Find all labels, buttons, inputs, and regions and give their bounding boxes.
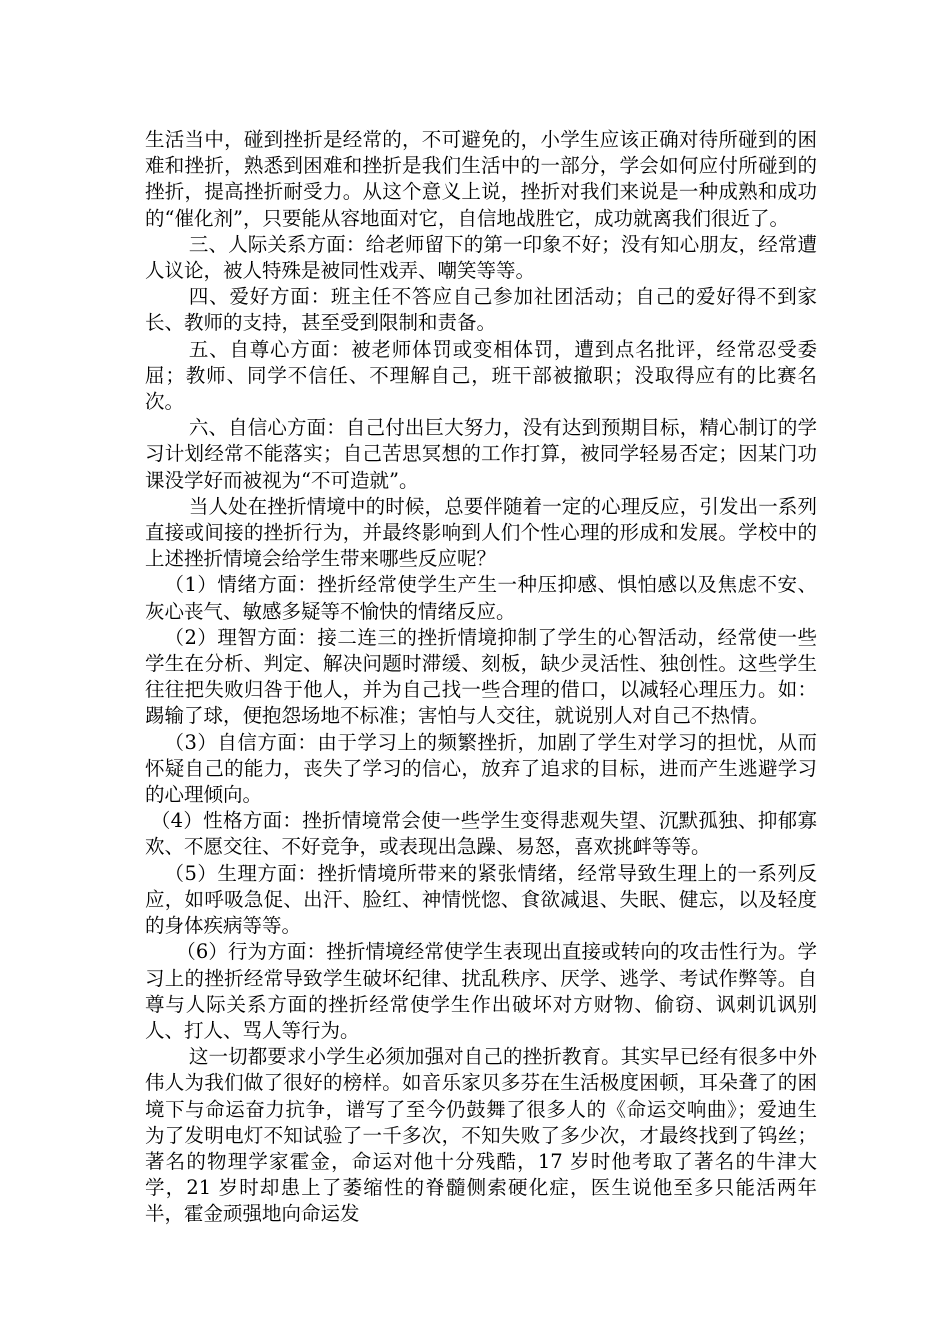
paragraph-self-esteem: 五、自尊心方面：被老师体罚或变相体罚，遭到点名批评，经常忍受委屈；教师、同学不信任、不理解自己，班干部被撤职；没取得应有的比赛名次。 xyxy=(145,337,817,414)
paragraph-role-models: 这一切都要求小学生必须加强对自己的挫折教育。其实早已经有很多中外伟人为我们做了很好的榜样。如音乐家贝多芬在生活极度困顿，耳朵聋了的困境下与命运奋力抗争，谱写了至今仍鼓舞了很多人的《命运交响曲》；爱迪生为了发明电灯不知试验了一千多次，不知失败了多少次，才最终找到了钨丝；著名的物理学家霍金，命运对他十分残酷，17 岁时他考取了著名的牛津大学，21 岁时却患上了萎缩性的脊髓侧索硬化症，医生说他至多只能活两年半，霍金顽强地向命运发 xyxy=(145,1045,817,1226)
paragraph-personality: （4）性格方面：挫折情境常会使一些学生变得悲观失望、沉默孤独、抑郁寡欢、不愿交往、不好竞争，或表现出急躁、易怒，喜欢挑衅等等。 xyxy=(145,809,817,859)
paragraph-interpersonal: 三、人际关系方面：给老师留下的第一印象不好；没有知心朋友，经常遭人议论，被人特殊是被同性戏弄、嘲笑等等。 xyxy=(145,232,817,283)
paragraph-physiology: （5）生理方面：挫折情境所带来的紧张情绪，经常导致生理上的一系列反应，如呼吸急促、出汗、脸红、神情恍惚、食欲减退、失眠、健忘，以及轻度的身体疾病等等。 xyxy=(145,861,817,938)
paragraph-behavior: （6）行为方面：挫折情境经常使学生表现出直接或转向的攻击性行为。学习上的挫折经常导致学生破坏纪律、扰乱秩序、厌学、逃学、考试作弊等。自尊与人际关系方面的挫折经常使学生作出破坏对方财物、偷窃、讽刺讥讽别人、打人、骂人等行为。 xyxy=(145,940,817,1042)
paragraph-reason: （2）理智方面：接二连三的挫折情境抑制了学生的心智活动，经常使一些学生在分析、判定、解决问题时滞缓、刻板，缺少灵活性、独创性。这些学生往往把失败归咎于他人，并为自己找一些合理的借口，以减轻心理压力。如：踢输了球，便抱怨场地不标准；害怕与人交往，就说别人对自己不热情。 xyxy=(145,625,817,728)
paragraph-self-confidence: 六、自信心方面：自己付出巨大努力，没有达到预期目标，精心制订的学习计划经常不能落实；自己苦思冥想的工作打算，被同学轻易否定；因某门功课没学好而被视为“不可造就”。 xyxy=(145,416,817,492)
document-body xyxy=(145,127,817,1228)
paragraph-confidence: （3）自信方面：由于学习上的频繁挫折，加剧了学生对学习的担忧，从而怀疑自己的能力，丧失了学习的信心，放弃了追求的目标，进而产生逃避学习的心理倾向。 xyxy=(145,730,817,807)
paragraph-emotion: （1）情绪方面：挫折经常使学生产生一种压抑感、惧怕感以及焦虑不安、灰心丧气、敏感多疑等不愉快的情绪反应。 xyxy=(145,573,817,623)
paragraph-reactions-intro: 当人处在挫折情境中的时候，总要伴随着一定的心理反应，引发出一系列直接或间接的挫折行为，并最终影响到人们个性心理的形成和发展。学校中的上述挫折情境会给学生带来哪些反应呢？ xyxy=(145,494,817,571)
paragraph-hobbies: 四、爱好方面：班主任不答应自己参加社团活动；自己的爱好得不到家长、教师的支持，甚至受到限制和责备。 xyxy=(145,285,817,335)
paragraph-intro: 生活当中，碰到挫折是经常的，不可避免的，小学生应该正确对待所碰到的困难和挫折，熟悉到困难和挫折是我们生活中的一部分，学会如何应付所碰到的挫折，提高挫折耐受力。从这个意义上说，挫折对我们来说是一种成熟和成功的“催化剂”，只要能从容地面对它，自信地战胜它，成功就离我们很近了。 xyxy=(145,128,817,230)
